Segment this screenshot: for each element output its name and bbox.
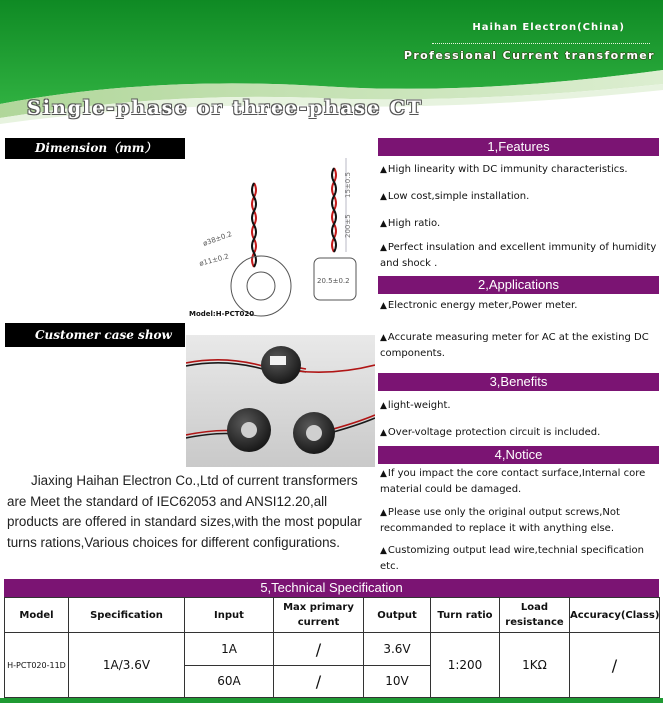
column-header: Load resistance (500, 598, 570, 633)
dimension-label: Dimension（mm） (5, 138, 185, 159)
notice-item: ▲Please use only the original output screws,Not recommanded to replace it with anything else. (380, 507, 620, 534)
ring-ct-drawing (231, 183, 291, 316)
triangle-bullet-icon: ▲ (380, 333, 387, 343)
triangle-bullet-icon: ▲ (380, 401, 387, 411)
feature-item: ▲Low cost,simple installation. (380, 191, 530, 202)
dim-width-text: 20.5±0.2 (317, 277, 350, 285)
input-cell: 60A (185, 665, 274, 697)
triangle-bullet-icon: ▲ (380, 469, 387, 479)
model-cell: H-PCT020-11D (5, 633, 69, 698)
feature-item: ▲High ratio. (380, 218, 441, 229)
benefit-item: ▲Over-voltage protection circuit is included. (380, 427, 601, 438)
triangle-bullet-icon: ▲ (380, 301, 387, 311)
max-primary-cell: / (274, 665, 364, 697)
triangle-bullet-icon: ▲ (380, 219, 387, 229)
dim-body-text: 200±5 (344, 214, 352, 238)
spec-header: 5,Technical Specification (4, 579, 659, 597)
column-header: Specification (69, 598, 185, 633)
triangle-bullet-icon: ▲ (380, 508, 387, 518)
output-cell: 10V (364, 665, 431, 697)
dim-lead-text: 15±0.5 (344, 172, 352, 198)
specification-cell: 1A/3.6V (69, 633, 185, 698)
application-item: ▲Electronic energy meter,Power meter. (380, 300, 578, 311)
accuracy-cell: / (570, 633, 660, 698)
turn-ratio-cell: 1:200 (431, 633, 500, 698)
column-header: Input (185, 598, 274, 633)
footer-divider (0, 698, 663, 703)
feature-item: ▲Perfect insulation and excellent immunity of humidity and shock . (380, 242, 657, 269)
column-header: Turn ratio (431, 598, 500, 633)
feature-item: ▲High linearity with DC immunity characteristics. (380, 164, 628, 175)
column-header: Max primary current (274, 598, 364, 633)
triangle-bullet-icon: ▲ (380, 546, 387, 556)
triangle-bullet-icon: ▲ (380, 243, 387, 253)
dimension-drawing (186, 138, 374, 318)
model-label: Model:H-PCT020 (189, 310, 255, 318)
dim-inner-text: ø11±0.2 (198, 252, 230, 268)
features-header: 1,Features (378, 138, 659, 156)
applications-header: 2,Applications (378, 276, 659, 294)
column-header: Model (5, 598, 69, 633)
triangle-bullet-icon: ▲ (380, 165, 387, 175)
benefit-item: ▲light-weight. (380, 400, 451, 411)
notice-header: 4,Notice (378, 446, 659, 464)
load-resistance-cell: 1KΩ (500, 633, 570, 698)
customer-case-label: Customer case show (5, 323, 185, 347)
benefits-header: 3,Benefits (378, 373, 659, 391)
page-title: Single-phase or three-phase CT (27, 97, 424, 119)
spec-table (4, 597, 660, 698)
company-intro: Jiaxing Haihan Electron Co.,Ltd of current transformers are Meet the standard of IEC62053 and ANSI12.20,all products are offered in standard sizes,with the most popular turns rations,Various choices for different configurations. (7, 473, 362, 550)
table-row (5, 633, 660, 665)
notice-item: ▲If you impact the core contact surface,Internal core material could be damaged. (380, 468, 646, 495)
table-header-row (5, 598, 660, 633)
column-header: Accuracy(Class) (570, 598, 660, 633)
triangle-bullet-icon: ▲ (380, 428, 387, 438)
product-photo (186, 335, 375, 467)
notice-item: ▲Customizing output lead wire,technial specification etc. (380, 545, 645, 572)
output-cell: 3.6V (364, 633, 431, 665)
dim-outer-text: ø38±0.2 (201, 230, 234, 248)
brand-name: Haihan Electron(China) (472, 22, 625, 33)
input-cell: 1A (185, 633, 274, 665)
column-header: Output (364, 598, 431, 633)
application-item: ▲Accurate measuring meter for AC at the existing DC components. (380, 332, 649, 359)
max-primary-cell: / (274, 633, 364, 665)
brand-divider (432, 43, 650, 44)
brand-tagline: Professional Current transformer (403, 49, 655, 62)
triangle-bullet-icon: ▲ (380, 192, 387, 202)
